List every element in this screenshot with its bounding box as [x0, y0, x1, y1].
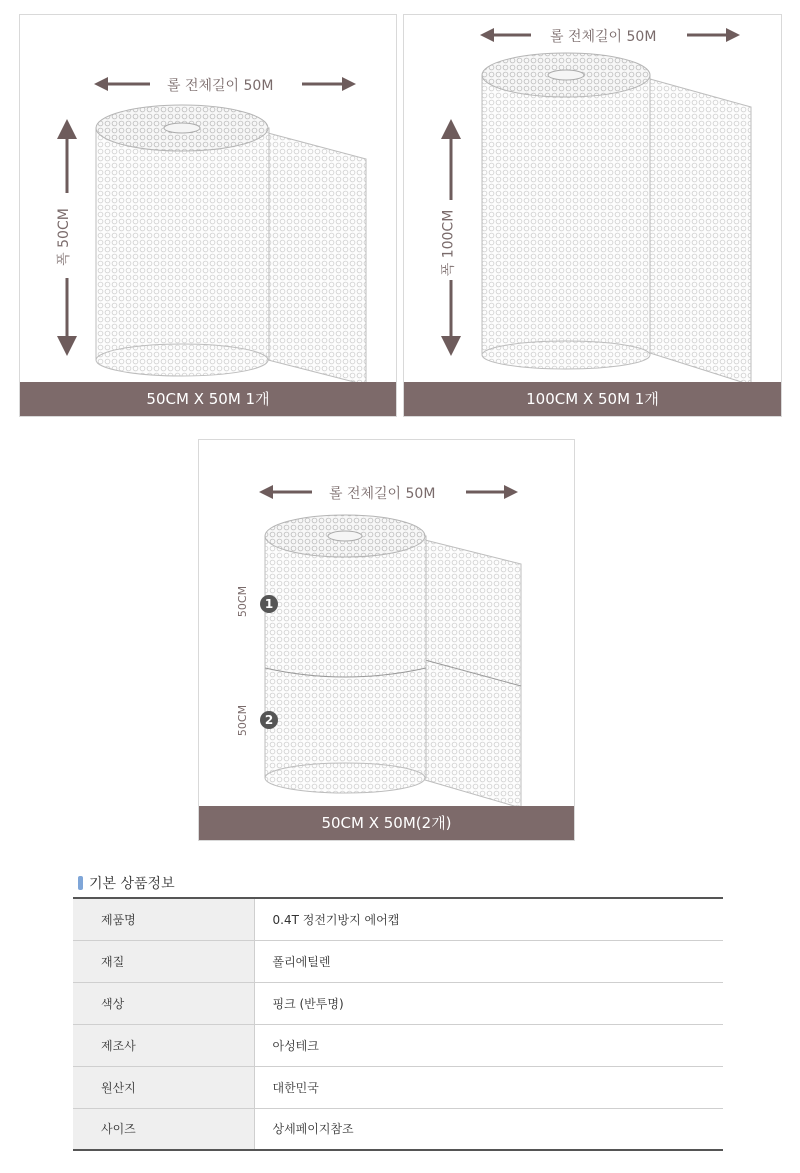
row-key: 사이즈 — [73, 1108, 254, 1150]
table-row — [73, 1066, 723, 1108]
length-label: 롤 전체길이 50M — [550, 29, 657, 45]
size-caption: 50CM X 50M(2개) — [199, 806, 574, 840]
product-info-table — [73, 897, 723, 1151]
width-label: 폭 100CM — [440, 209, 457, 277]
row-key: 제품명 — [73, 898, 254, 940]
row-value: 핑크 (반투명) — [254, 982, 723, 1024]
roll-2-badge: 2 — [260, 711, 278, 729]
product-panel-2pack — [198, 439, 575, 841]
length-label: 롤 전체길이 50M — [167, 78, 274, 94]
table-row — [73, 898, 723, 940]
row-value: 0.4T 정전기방지 에어캡 — [254, 898, 723, 940]
info-section-title — [78, 873, 175, 893]
table-row — [73, 1024, 723, 1066]
row-value: 폴리에틸렌 — [254, 940, 723, 982]
info-title-text: 기본 상품정보 — [89, 876, 175, 892]
row-key: 제조사 — [73, 1024, 254, 1066]
roll-illustration — [404, 15, 783, 418]
row-key: 재질 — [73, 940, 254, 982]
table-row — [73, 982, 723, 1024]
row-value: 아성테크 — [254, 1024, 723, 1066]
size-caption: 100CM X 50M 1개 — [404, 382, 781, 416]
row-value: 대한민국 — [254, 1066, 723, 1108]
table-row — [73, 1108, 723, 1150]
width-label: 폭 50CM — [55, 208, 72, 266]
roll-1-width-label: 50CM — [236, 585, 250, 618]
product-panel-50cm — [19, 14, 397, 417]
product-panel-100cm — [403, 14, 782, 417]
row-key: 원산지 — [73, 1066, 254, 1108]
length-label: 롤 전체길이 50M — [329, 486, 436, 502]
roll-2-width-label: 50CM — [236, 704, 250, 737]
section-marker-icon — [78, 876, 83, 890]
size-caption: 50CM X 50M 1개 — [20, 382, 396, 416]
row-value: 상세페이지참조 — [272, 1122, 354, 1137]
roll-1-badge: 1 — [260, 595, 278, 613]
table-row — [73, 940, 723, 982]
row-key: 색상 — [73, 982, 254, 1024]
